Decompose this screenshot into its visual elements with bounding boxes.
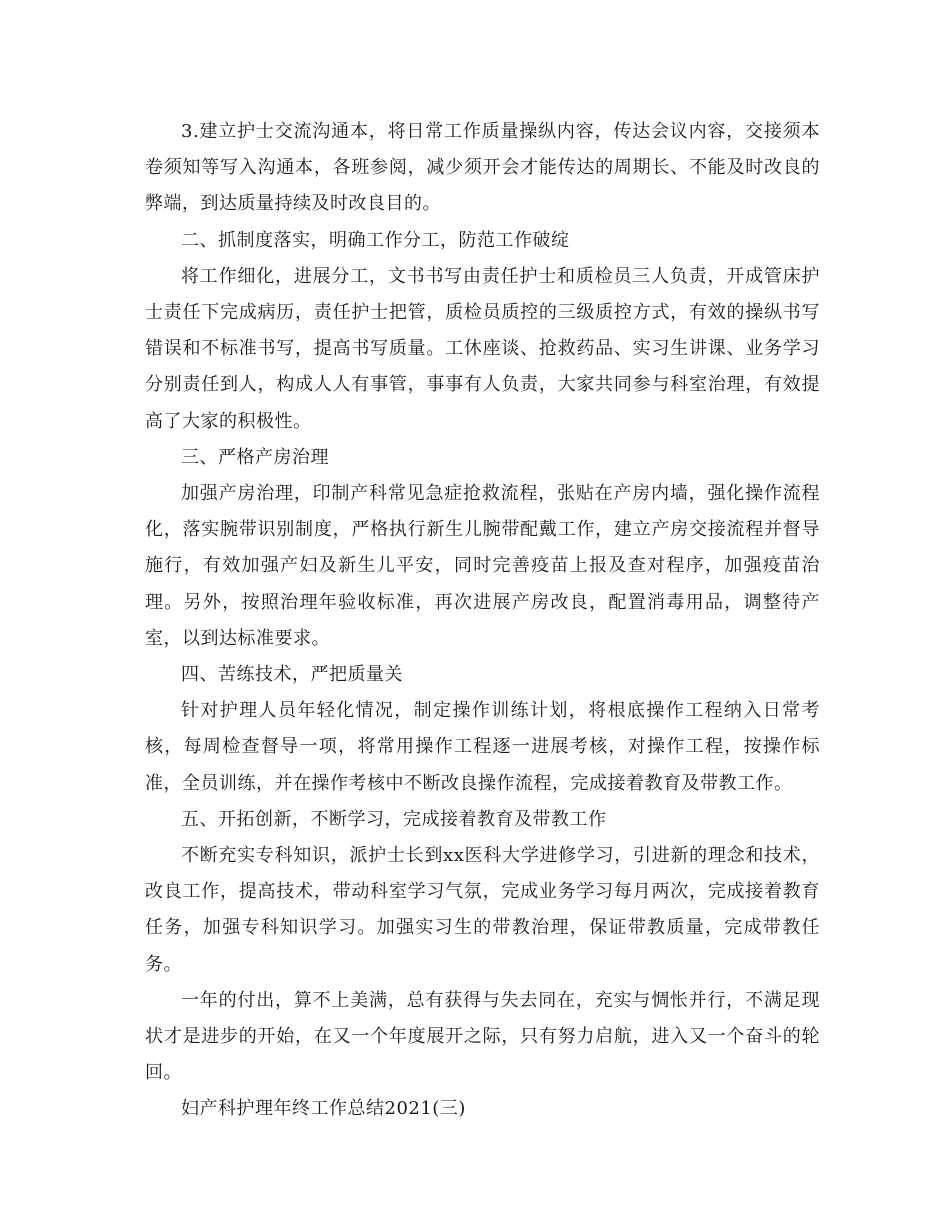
paragraph-system: 将工作细化，进展分工，文书书写由责任护士和质检员三人负责，开成管床护士责任下完成病历，责任护士把管，质检员质控的三级质控方式，有效的操纵书写错误和不标准书写，提高书写质量。工休座谈、抢救药品、实习生讲课、业务学习分别责任到人，构成人人有事管，事事有人负责，大家共同参与科室治理，有效提高了大家的积极性。	[145, 265, 820, 432]
next-document-title: 妇产科护理年终工作总结2021(三)	[181, 1098, 466, 1120]
section-heading-system: 二、抓制度落实，明确工作分工，防范工作破绽	[181, 229, 570, 251]
paragraph-conclusion: 一年的付出，算不上美满，总有获得与失去同在，充实与惆怅并行，不满足现状才是进步的开始，在又一个年度展开之际，只有努力启航，进入又一个奋斗的轮回。	[145, 989, 820, 1084]
section-heading-skills: 四、苦练技术，严把质量关	[181, 664, 403, 686]
paragraph-skills: 针对护理人员年轻化情况，制定操作训练计划，将根底操作工程纳入日常考核，每周检查督导一项，将常用操作工程逐一进展考核，对操作工程，按操作标准，全员训练，并在操作考核中不断改良操作流程，完成接着教育及带教工作。	[145, 700, 820, 794]
paragraph-innovation: 不断充实专科知识，派护士长到xx医科大学进修学习，引进新的理念和技术，改良工作，提高技术，带动科室学习气氛，完成业务学习每月两次，完成接着教育任务，加强专科知识学习。加强实习生的带教治理，保证带教质量，完成带教任务。	[145, 845, 820, 975]
paragraph-delivery-room: 加强产房治理，印制产科常见急症抢救流程，张贴在产房内墙，强化操作流程化，落实腕带识别制度，严格执行新生儿腕带配戴工作，建立产房交接流程并督导施行，有效加强产妇及新生儿平安，同时完善疫苗上报及查对程序，加强疫苗治理。另外，按照治理年验收标准，再次进展产房改良，配置消毒用品，调整待产室，以到达标准要求。	[145, 483, 820, 649]
section-heading-delivery-room: 三、严格产房治理	[181, 446, 329, 468]
paragraph-quality-communication: 3.建立护士交流沟通本，将日常工作质量操纵内容，传达会议内容，交接须本卷须知等写入沟通本，各班参阅，减少须开会才能传达的周期长、不能及时改良的弊端，到达质量持续及时改良目的。	[145, 121, 820, 215]
section-heading-innovation: 五、开拓创新，不断学习，完成接着教育及带教工作	[181, 808, 607, 830]
